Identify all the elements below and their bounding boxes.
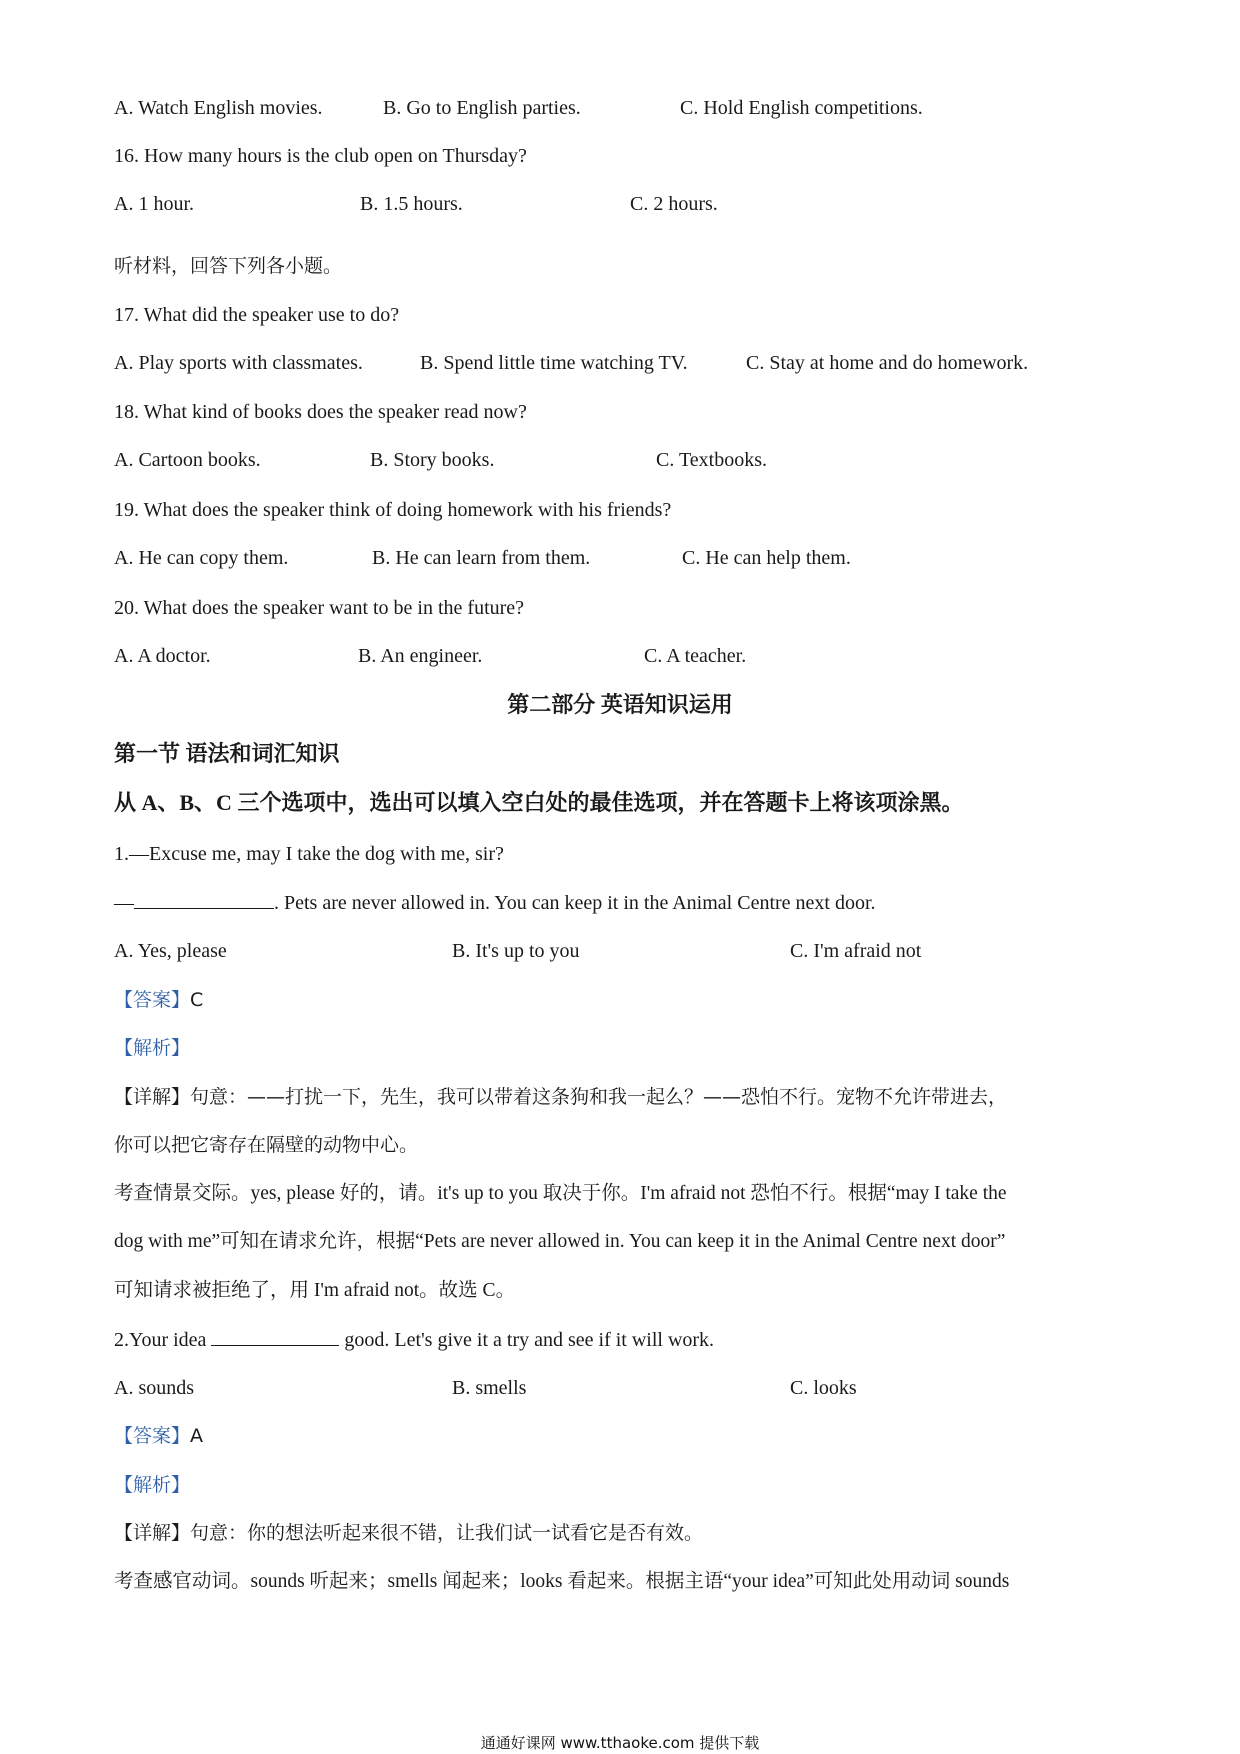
g1-analysis bbox=[114, 1034, 1140, 1062]
g1-reply-text: . Pets are never allowed in. You can keep it in the Animal Centre next door. bbox=[274, 892, 876, 914]
g1-answer-value: C bbox=[190, 989, 204, 1011]
g1-explanation-line-2: dog with me”可知在请求允许，根据“Pets are never allowed in. You can keep it in the Animal Centre next door” bbox=[114, 1231, 1006, 1252]
g2-option-c: C. looks bbox=[790, 1377, 857, 1399]
q15-option-a: A. Watch English movies. bbox=[114, 97, 323, 119]
g1-option-a: A. Yes, please bbox=[114, 940, 227, 962]
part-two-title: 第二部分 英语知识运用 bbox=[507, 692, 733, 717]
q20-options bbox=[114, 642, 1134, 670]
q18-option-b: B. Story books. bbox=[370, 449, 495, 471]
q17-option-a: A. Play sports with classmates. bbox=[114, 352, 363, 374]
q17-options bbox=[114, 349, 1134, 377]
q16-stem: 16. How many hours is the club open on Thursday? bbox=[114, 145, 527, 167]
q16-option-a: A. 1 hour. bbox=[114, 193, 194, 215]
g1-stem: 1.—Excuse me, may I take the dog with me, sir? bbox=[114, 843, 504, 865]
q15-options bbox=[114, 94, 1134, 122]
q20-option-a: A. A doctor. bbox=[114, 645, 211, 667]
g1-option-c: C. I'm afraid not bbox=[790, 940, 922, 962]
q20-stem: 20. What does the speaker want to be in the future? bbox=[114, 597, 525, 619]
q17-stem: 17. What did the speaker use to do? bbox=[114, 304, 400, 326]
g1-explanation-line-3: 可知请求被拒绝了，用 I'm afraid not。故选 C。 bbox=[114, 1280, 516, 1301]
g1-analysis-tag: 【解析】 bbox=[114, 1037, 191, 1059]
listening-instruction: 听材料，回答下列各小题。 bbox=[114, 255, 343, 277]
g1-detail-text-1: 句意：——打扰一下，先生，我可以带着这条狗和我一起么？——恐怕不行。宠物不允许带进去， bbox=[190, 1086, 1008, 1108]
g2-answer-tag: 【答案】 bbox=[114, 1425, 191, 1447]
g2-analysis bbox=[114, 1471, 1140, 1499]
q19-options bbox=[114, 544, 1134, 572]
g2-detail-line-1 bbox=[114, 1519, 1140, 1547]
g1-reply bbox=[114, 888, 1140, 917]
g2-explanation-line-1: 考查感官动词。sounds 听起来；smells 闻起来；looks 看起来。根据主语“your idea”可知此处用动词 sounds bbox=[114, 1571, 1010, 1592]
q16-option-c: C. 2 hours. bbox=[630, 193, 718, 215]
q17-option-b: B. Spend little time watching TV. bbox=[420, 352, 688, 374]
q19-stem: 19. What does the speaker think of doing homework with his friends? bbox=[114, 499, 672, 521]
section-instruction: 从 A、B、C 三个选项中，选出可以填入空白处的最佳选项，并在答题卡上将该项涂黑。 bbox=[114, 790, 964, 815]
q18-options bbox=[114, 446, 1134, 474]
g2-option-b: B. smells bbox=[452, 1377, 527, 1399]
q15-option-b: B. Go to English parties. bbox=[383, 97, 581, 119]
g2-stem-start: 2.Your idea bbox=[114, 1329, 207, 1351]
g2-stem-end: good. Let's give it a try and see if it will work. bbox=[344, 1329, 715, 1351]
section-one-heading: 第一节 语法和词汇知识 bbox=[114, 741, 340, 766]
g1-detail-tag: 【详解】 bbox=[114, 1086, 191, 1108]
g2-analysis-tag: 【解析】 bbox=[114, 1474, 191, 1496]
g2-blank bbox=[211, 1325, 339, 1346]
g2-option-a: A. sounds bbox=[114, 1377, 195, 1399]
q16-option-b: B. 1.5 hours. bbox=[360, 193, 463, 215]
g2-detail-text-1: 句意：你的想法听起来很不错，让我们试一试看它是否有效。 bbox=[190, 1522, 704, 1544]
q18-option-c: C. Textbooks. bbox=[656, 449, 768, 471]
q16-options bbox=[114, 190, 1134, 218]
g1-detail-line-1 bbox=[114, 1083, 1140, 1111]
g1-option-b: B. It's up to you bbox=[452, 940, 580, 962]
q18-option-a: A. Cartoon books. bbox=[114, 449, 261, 471]
q19-option-a: A. He can copy them. bbox=[114, 547, 289, 569]
q18-stem: 18. What kind of books does the speaker read now? bbox=[114, 401, 527, 423]
g1-detail-line-2: 你可以把它寄存在隔壁的动物中心。 bbox=[114, 1134, 419, 1156]
q20-option-c: C. A teacher. bbox=[644, 645, 747, 667]
g1-options bbox=[114, 937, 1134, 965]
g1-dash: — bbox=[114, 892, 134, 914]
g2-detail-tag: 【详解】 bbox=[114, 1522, 191, 1544]
q20-option-b: B. An engineer. bbox=[358, 645, 483, 667]
g2-answer bbox=[114, 1422, 1140, 1450]
q15-option-c: C. Hold English competitions. bbox=[680, 97, 923, 119]
g2-stem bbox=[114, 1325, 1140, 1354]
g1-explanation-line-1: 考查情景交际。yes, please 好的，请。it's up to you 取决于你。I'm afraid not 恐怕不行。根据“may I take the bbox=[114, 1183, 1007, 1204]
g1-answer bbox=[114, 986, 1140, 1014]
g1-blank bbox=[134, 888, 274, 909]
g2-answer-value: A bbox=[190, 1425, 204, 1447]
g2-options bbox=[114, 1374, 1134, 1402]
g1-answer-tag: 【答案】 bbox=[114, 989, 191, 1011]
q17-option-c: C. Stay at home and do homework. bbox=[746, 352, 1029, 374]
page-footer: 通通好课网 www.tthaoke.com 提供下载 bbox=[480, 1734, 760, 1752]
q19-option-c: C. He can help them. bbox=[682, 547, 851, 569]
q19-option-b: B. He can learn from them. bbox=[372, 547, 591, 569]
